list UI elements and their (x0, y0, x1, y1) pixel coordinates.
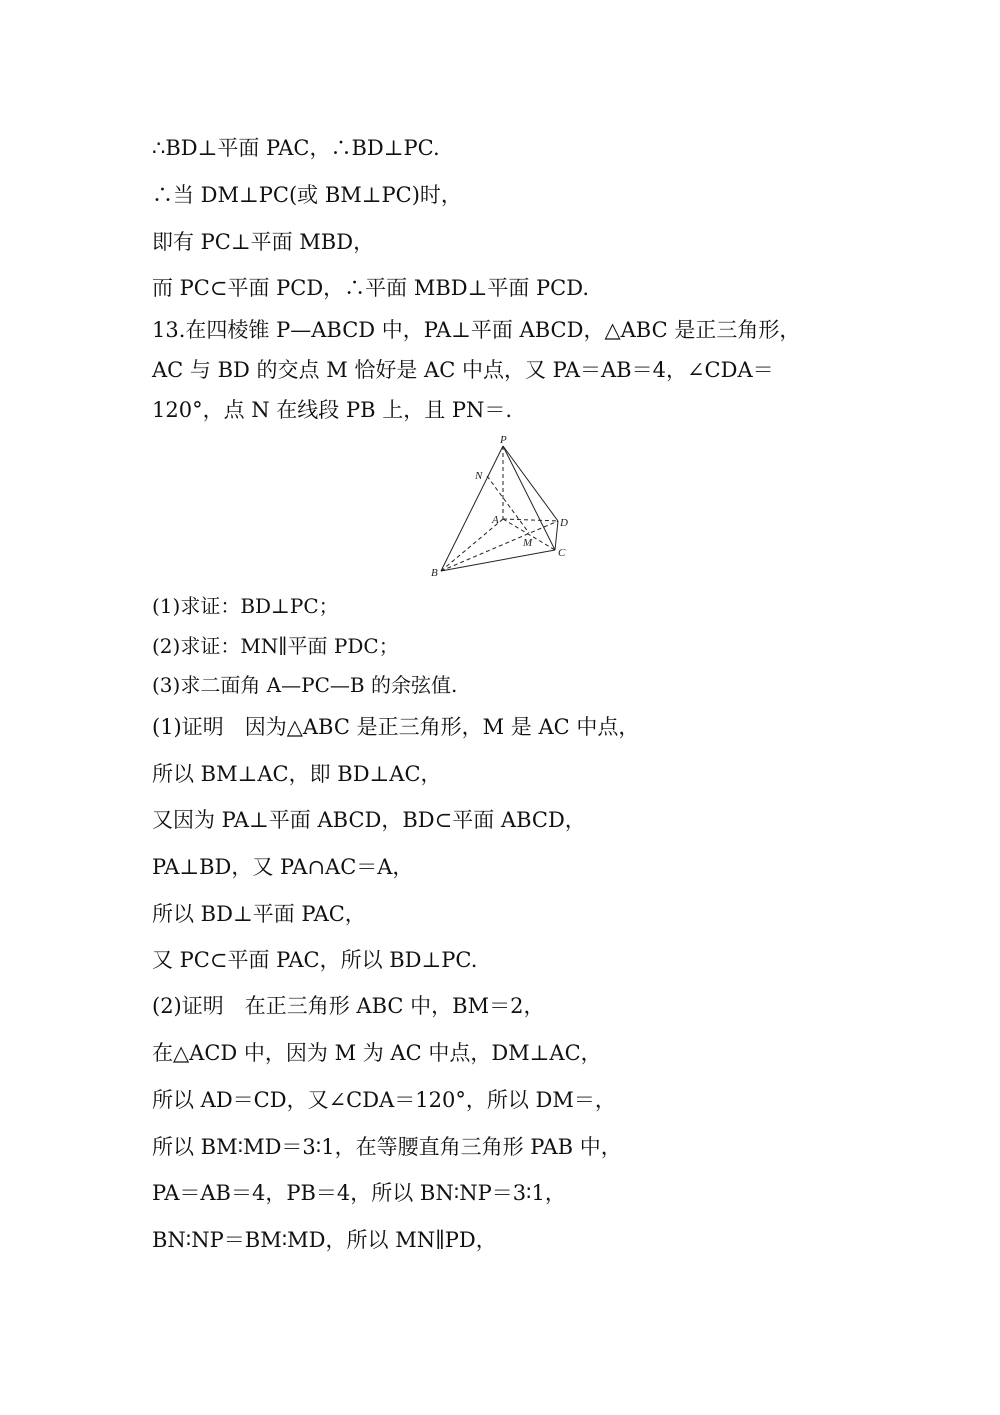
question-3: (3)求二面角 A—PC—B 的余弦值. (152, 673, 458, 697)
edge-AD (503, 519, 558, 521)
edge-PD (503, 446, 558, 521)
text-line: ∴当 DM⊥PC(或 BM⊥PC)时， (152, 183, 462, 207)
solution-line: 所以 BM⊥AC，即 BD⊥AC， (152, 762, 442, 786)
label-P: P (500, 434, 507, 446)
label-N: N (475, 470, 483, 482)
edge-AB (441, 519, 503, 571)
solution-line: BN∶NP＝BM∶MD，所以 MN∥PD， (152, 1228, 497, 1252)
label-D: D (560, 517, 568, 529)
pyramid-figure (425, 432, 585, 580)
problem-line: 120°，点 N 在线段 PB 上，且 PN＝. (152, 398, 513, 422)
text-line: 即有 PC⊥平面 MBD， (152, 230, 375, 254)
text-line: ∴BD⊥平面 PAC，∴BD⊥PC. (152, 136, 440, 160)
question-2: (2)求证：MN∥平面 PDC； (152, 634, 399, 658)
solution-line: 在△ACD 中，因为 M 为 AC 中点，DM⊥AC， (152, 1041, 602, 1065)
solution-line: 所以 BD⊥平面 PAC， (152, 902, 366, 926)
problem-line: AC 与 BD 的交点 M 恰好是 AC 中点，又 PA＝AB＝4，∠CDA＝ (152, 358, 774, 382)
edge-PB (441, 446, 503, 571)
solution-line: 所以 BM∶MD＝3∶1，在等腰直角三角形 PAB 中， (152, 1135, 622, 1159)
solution-line: (2)证明 在正三角形 ABC 中，BM＝2， (152, 994, 545, 1018)
label-B: B (431, 567, 438, 579)
solution-line: 所以 AD＝CD，又∠CDA＝120°，所以 DM＝， (152, 1088, 616, 1112)
label-M: M (523, 537, 533, 549)
text-line: 而 PC⊂平面 PCD，∴平面 MBD⊥平面 PCD. (152, 276, 590, 300)
edge-BC (441, 550, 555, 571)
solution-line: 又因为 PA⊥平面 ABCD，BD⊂平面 ABCD， (152, 808, 586, 832)
solution-line: 又 PC⊂平面 PAC，所以 BD⊥PC. (152, 948, 478, 972)
problem-line: 13.在四棱锥 P—ABCD 中，PA⊥平面 ABCD，△ABC 是正三角形， (152, 318, 801, 342)
label-A: A (492, 514, 499, 526)
solution-line: PA⊥BD，又 PA∩AC＝A， (152, 855, 414, 879)
solution-line: (1)证明 因为△ABC 是正三角形，M 是 AC 中点， (152, 715, 640, 739)
label-C: C (558, 547, 566, 559)
edge-CD (555, 521, 558, 550)
edge-BD (441, 521, 558, 571)
question-1: (1)求证：BD⊥PC； (152, 594, 339, 618)
solution-line: PA＝AB＝4，PB＝4，所以 BN∶NP＝3∶1， (152, 1181, 566, 1205)
